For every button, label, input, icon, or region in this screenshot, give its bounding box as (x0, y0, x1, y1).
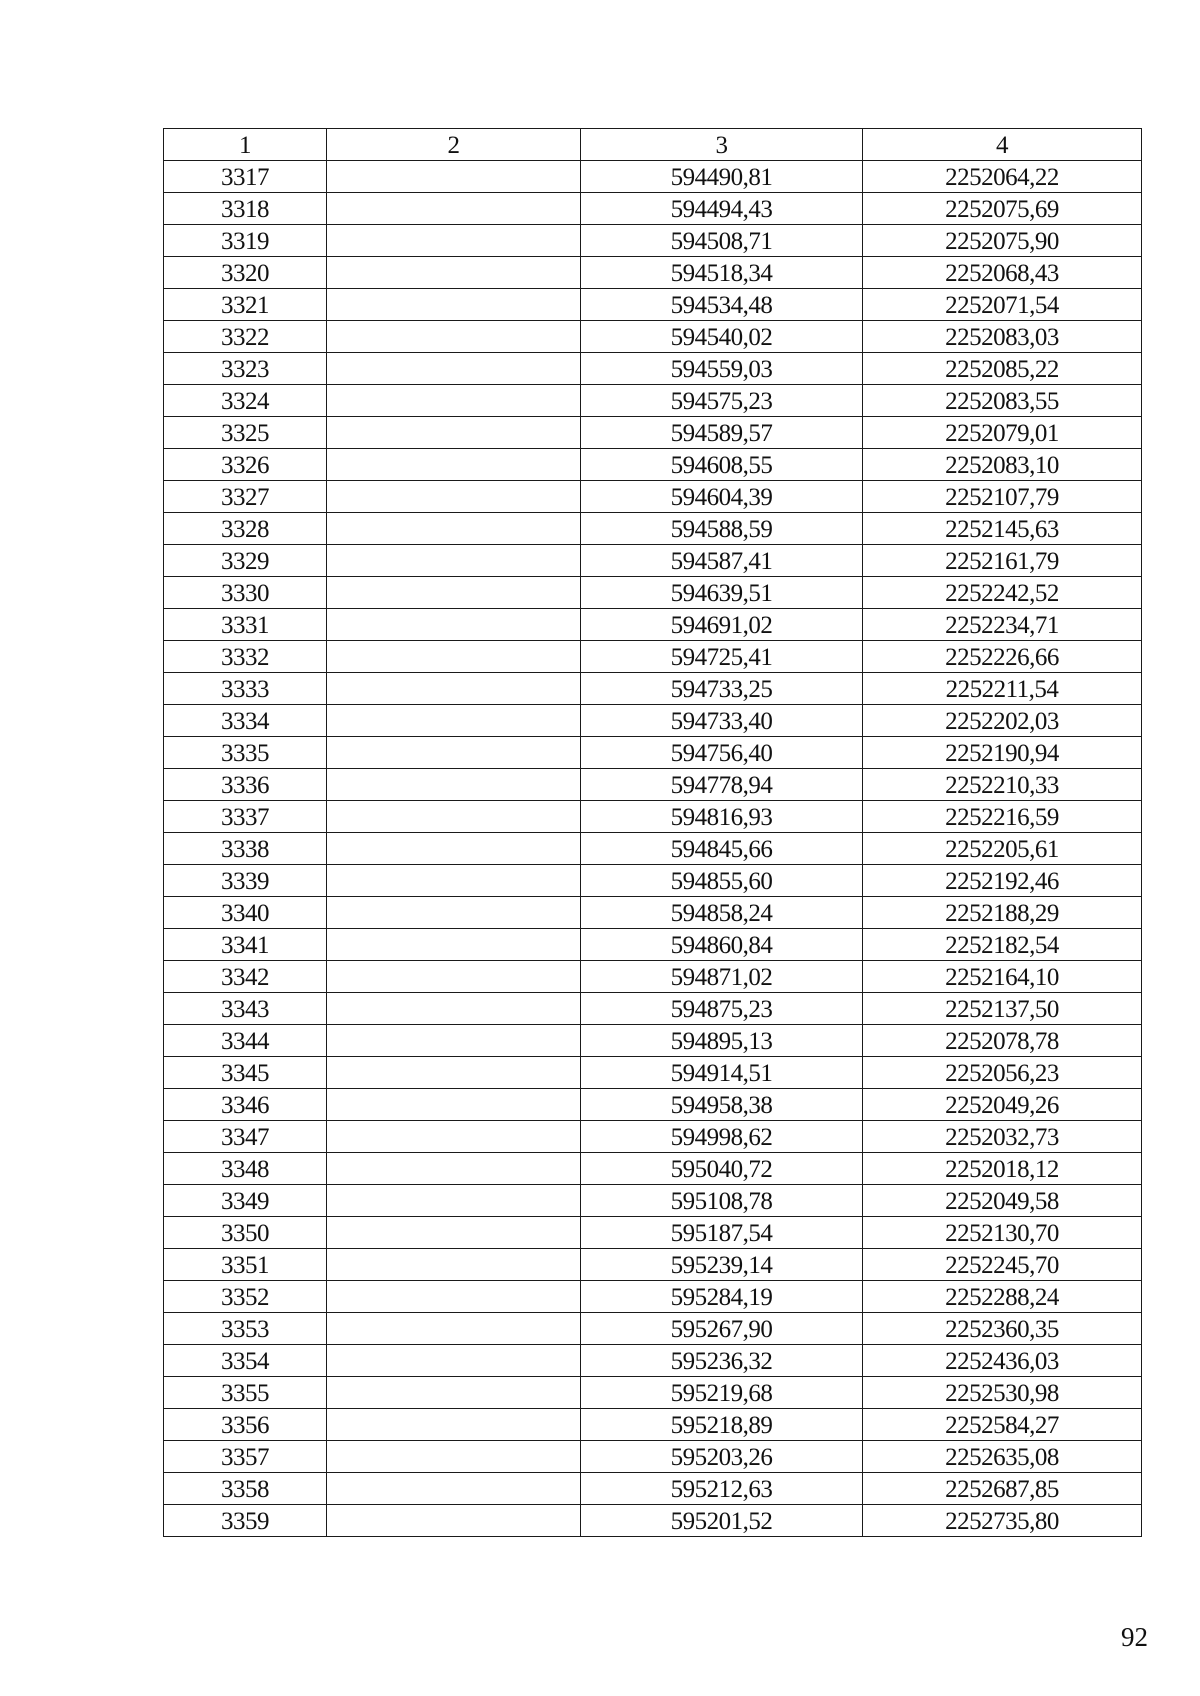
table-cell-col3: 595040,72 (581, 1153, 863, 1185)
table-cell-col2 (327, 225, 581, 257)
table-row (164, 481, 1142, 513)
table-cell-col2 (327, 769, 581, 801)
table-cell-col1: 3334 (164, 705, 327, 737)
table-cell-col2 (327, 993, 581, 1025)
table-cell-col1: 3340 (164, 897, 327, 929)
table-cell-col3: 595218,89 (581, 1409, 863, 1441)
table-row (164, 449, 1142, 481)
table-row (164, 321, 1142, 353)
table-cell-col3: 595203,26 (581, 1441, 863, 1473)
table-row (164, 833, 1142, 865)
table-row (164, 801, 1142, 833)
table-cell-col2 (327, 385, 581, 417)
table-cell-col2 (327, 641, 581, 673)
table-cell-col3: 594589,57 (581, 417, 863, 449)
table-cell-col2 (327, 289, 581, 321)
table-row (164, 993, 1142, 1025)
table-cell-col1: 3327 (164, 481, 327, 513)
table-cell-col1: 3333 (164, 673, 327, 705)
table-cell-col2 (327, 1505, 581, 1537)
table-cell-col1: 3317 (164, 161, 327, 193)
table-cell-col4: 2252018,12 (863, 1153, 1142, 1185)
table-cell-col1: 3329 (164, 545, 327, 577)
table-cell-col4: 2252161,79 (863, 545, 1142, 577)
table-cell-col4: 2252192,46 (863, 865, 1142, 897)
table-row (164, 353, 1142, 385)
table-row (164, 897, 1142, 929)
table-cell-col1: 3343 (164, 993, 327, 1025)
table-cell-col4: 2252075,90 (863, 225, 1142, 257)
table-cell-col1: 3331 (164, 609, 327, 641)
table-cell-col2 (327, 449, 581, 481)
table-row (164, 865, 1142, 897)
table-cell-col4: 2252071,54 (863, 289, 1142, 321)
table-cell-col1: 3346 (164, 1089, 327, 1121)
table-cell-col3: 594494,43 (581, 193, 863, 225)
table-cell-col3: 595239,14 (581, 1249, 863, 1281)
table-cell-col4: 2252085,22 (863, 353, 1142, 385)
table-cell-col2 (327, 1377, 581, 1409)
table-cell-col2 (327, 481, 581, 513)
table-cell-col1: 3357 (164, 1441, 327, 1473)
table-cell-col4: 2252182,54 (863, 929, 1142, 961)
table-cell-col4: 2252083,55 (863, 385, 1142, 417)
table-cell-col2 (327, 417, 581, 449)
table-cell-col2 (327, 1025, 581, 1057)
table-cell-col2 (327, 1057, 581, 1089)
table-cell-col2 (327, 1281, 581, 1313)
table-cell-col3: 594691,02 (581, 609, 863, 641)
table-cell-col3: 595284,19 (581, 1281, 863, 1313)
table-cell-col1: 3326 (164, 449, 327, 481)
table-cell-col3: 594845,66 (581, 833, 863, 865)
table-header (164, 129, 1142, 161)
table-cell-col4: 2252145,63 (863, 513, 1142, 545)
table-cell-col4: 2252234,71 (863, 609, 1142, 641)
table-cell-col4: 2252164,10 (863, 961, 1142, 993)
table-cell-col4: 2252205,61 (863, 833, 1142, 865)
table-cell-col1: 3337 (164, 801, 327, 833)
table-row (164, 609, 1142, 641)
table-row (164, 1249, 1142, 1281)
table-cell-col4: 2252064,22 (863, 161, 1142, 193)
table-cell-col1: 3355 (164, 1377, 327, 1409)
header-cell-3: 3 (581, 129, 863, 161)
table-cell-col3: 595236,32 (581, 1345, 863, 1377)
table-cell-col3: 594587,41 (581, 545, 863, 577)
table-cell-col3: 595108,78 (581, 1185, 863, 1217)
table-cell-col2 (327, 193, 581, 225)
table-cell-col2 (327, 1185, 581, 1217)
table-cell-col3: 594575,23 (581, 385, 863, 417)
table-cell-col2 (327, 673, 581, 705)
header-row (164, 129, 1142, 161)
table-row (164, 737, 1142, 769)
table-row (164, 929, 1142, 961)
table-cell-col2 (327, 737, 581, 769)
table-row (164, 673, 1142, 705)
table-row (164, 1025, 1142, 1057)
table-cell-col4: 2252210,33 (863, 769, 1142, 801)
table-cell-col2 (327, 961, 581, 993)
table-cell-col3: 594733,25 (581, 673, 863, 705)
table-cell-col1: 3328 (164, 513, 327, 545)
table-cell-col1: 3354 (164, 1345, 327, 1377)
table-cell-col1: 3345 (164, 1057, 327, 1089)
table-row (164, 961, 1142, 993)
table-cell-col1: 3323 (164, 353, 327, 385)
table-cell-col4: 2252635,08 (863, 1441, 1142, 1473)
table-row (164, 289, 1142, 321)
table-row (164, 1505, 1142, 1537)
table-cell-col2 (327, 929, 581, 961)
table-cell-col4: 2252083,03 (863, 321, 1142, 353)
table-cell-col4: 2252288,24 (863, 1281, 1142, 1313)
table-cell-col2 (327, 865, 581, 897)
table-cell-col2 (327, 321, 581, 353)
header-cell-2: 2 (327, 129, 581, 161)
table-cell-col3: 594895,13 (581, 1025, 863, 1057)
table-cell-col1: 3322 (164, 321, 327, 353)
table-cell-col4: 2252137,50 (863, 993, 1142, 1025)
table-row (164, 193, 1142, 225)
table-cell-col2 (327, 1473, 581, 1505)
table-cell-col1: 3356 (164, 1409, 327, 1441)
table-cell-col3: 595212,63 (581, 1473, 863, 1505)
table-cell-col3: 594608,55 (581, 449, 863, 481)
table-cell-col2 (327, 1089, 581, 1121)
table-cell-col4: 2252049,58 (863, 1185, 1142, 1217)
table-row (164, 1409, 1142, 1441)
table-row (164, 641, 1142, 673)
table-cell-col1: 3338 (164, 833, 327, 865)
table-cell-col3: 594639,51 (581, 577, 863, 609)
table-cell-col1: 3339 (164, 865, 327, 897)
table-cell-col4: 2252436,03 (863, 1345, 1142, 1377)
table-cell-col1: 3342 (164, 961, 327, 993)
table-cell-col1: 3330 (164, 577, 327, 609)
header-cell-4: 4 (863, 129, 1142, 161)
table-cell-col2 (327, 577, 581, 609)
table-cell-col4: 2252226,66 (863, 641, 1142, 673)
table-cell-col3: 594998,62 (581, 1121, 863, 1153)
table-cell-col2 (327, 1217, 581, 1249)
table-row (164, 1377, 1142, 1409)
table-cell-col3: 594534,48 (581, 289, 863, 321)
table-row (164, 1313, 1142, 1345)
table-cell-col2 (327, 1121, 581, 1153)
table-row (164, 417, 1142, 449)
table-cell-col2 (327, 1249, 581, 1281)
table-cell-col4: 2252584,27 (863, 1409, 1142, 1441)
table-row (164, 1121, 1142, 1153)
table-cell-col3: 594855,60 (581, 865, 863, 897)
table-cell-col4: 2252245,70 (863, 1249, 1142, 1281)
table-row (164, 1281, 1142, 1313)
header-cell-1: 1 (164, 129, 327, 161)
table-row (164, 513, 1142, 545)
table-cell-col4: 2252130,70 (863, 1217, 1142, 1249)
table-row (164, 1473, 1142, 1505)
table-cell-col1: 3358 (164, 1473, 327, 1505)
table-cell-col2 (327, 801, 581, 833)
table-cell-col2 (327, 161, 581, 193)
table-cell-col4: 2252075,69 (863, 193, 1142, 225)
table-cell-col4: 2252083,10 (863, 449, 1142, 481)
table-cell-col3: 594816,93 (581, 801, 863, 833)
table-cell-col1: 3344 (164, 1025, 327, 1057)
table-row (164, 225, 1142, 257)
table-cell-col4: 2252211,54 (863, 673, 1142, 705)
table-cell-col1: 3319 (164, 225, 327, 257)
table-cell-col3: 595267,90 (581, 1313, 863, 1345)
table-cell-col3: 594778,94 (581, 769, 863, 801)
table-cell-col2 (327, 257, 581, 289)
table-cell-col1: 3347 (164, 1121, 327, 1153)
table-cell-col1: 3336 (164, 769, 327, 801)
table-cell-col1: 3320 (164, 257, 327, 289)
table-cell-col3: 595219,68 (581, 1377, 863, 1409)
table-row (164, 1441, 1142, 1473)
table-cell-col1: 3351 (164, 1249, 327, 1281)
table-cell-col2 (327, 705, 581, 737)
table-cell-col4: 2252068,43 (863, 257, 1142, 289)
table-cell-col2 (327, 609, 581, 641)
page-number: 92 (1121, 1622, 1148, 1652)
table-cell-col2 (327, 1345, 581, 1377)
table-cell-col1: 3352 (164, 1281, 327, 1313)
table-cell-col4: 2252056,23 (863, 1057, 1142, 1089)
table-cell-col1: 3348 (164, 1153, 327, 1185)
table-cell-col4: 2252078,78 (863, 1025, 1142, 1057)
coordinates-table (163, 128, 1142, 1537)
table-cell-col3: 594914,51 (581, 1057, 863, 1089)
table-cell-col3: 594860,84 (581, 929, 863, 961)
table-cell-col4: 2252107,79 (863, 481, 1142, 513)
table-cell-col3: 594958,38 (581, 1089, 863, 1121)
table-cell-col4: 2252032,73 (863, 1121, 1142, 1153)
table-cell-col4: 2252049,26 (863, 1089, 1142, 1121)
table-row (164, 1345, 1142, 1377)
table-cell-col1: 3324 (164, 385, 327, 417)
table-cell-col4: 2252216,59 (863, 801, 1142, 833)
table-row (164, 577, 1142, 609)
table-cell-col3: 594756,40 (581, 737, 863, 769)
table-cell-col1: 3359 (164, 1505, 327, 1537)
table-row (164, 1185, 1142, 1217)
table-cell-col2 (327, 1153, 581, 1185)
table-cell-col1: 3325 (164, 417, 327, 449)
table-cell-col4: 2252188,29 (863, 897, 1142, 929)
table-cell-col3: 594733,40 (581, 705, 863, 737)
table-cell-col4: 2252190,94 (863, 737, 1142, 769)
table-row (164, 1089, 1142, 1121)
table-cell-col4: 2252735,80 (863, 1505, 1142, 1537)
table-cell-col3: 594604,39 (581, 481, 863, 513)
table-row (164, 705, 1142, 737)
table-cell-col2 (327, 353, 581, 385)
table-row (164, 1153, 1142, 1185)
table-row (164, 385, 1142, 417)
table-row (164, 257, 1142, 289)
table-cell-col1: 3318 (164, 193, 327, 225)
table-cell-col2 (327, 1313, 581, 1345)
table-cell-col3: 595201,52 (581, 1505, 863, 1537)
table-row (164, 161, 1142, 193)
table-cell-col3: 594725,41 (581, 641, 863, 673)
table-cell-col2 (327, 513, 581, 545)
table-row (164, 1057, 1142, 1089)
table-cell-col3: 594508,71 (581, 225, 863, 257)
table-cell-col1: 3350 (164, 1217, 327, 1249)
table-cell-col3: 594559,03 (581, 353, 863, 385)
table-cell-col3: 594875,23 (581, 993, 863, 1025)
table-row (164, 769, 1142, 801)
table-cell-col1: 3349 (164, 1185, 327, 1217)
table-cell-col3: 594588,59 (581, 513, 863, 545)
table-cell-col1: 3335 (164, 737, 327, 769)
table-cell-col2 (327, 545, 581, 577)
table-cell-col3: 594871,02 (581, 961, 863, 993)
table-cell-col4: 2252530,98 (863, 1377, 1142, 1409)
table-body (164, 161, 1142, 1537)
table-cell-col3: 594858,24 (581, 897, 863, 929)
table-cell-col1: 3332 (164, 641, 327, 673)
table-cell-col2 (327, 897, 581, 929)
table-cell-col1: 3341 (164, 929, 327, 961)
table-row (164, 545, 1142, 577)
table-cell-col2 (327, 833, 581, 865)
table-cell-col4: 2252687,85 (863, 1473, 1142, 1505)
table-cell-col2 (327, 1409, 581, 1441)
table-cell-col3: 595187,54 (581, 1217, 863, 1249)
table-cell-col3: 594490,81 (581, 161, 863, 193)
table-cell-col1: 3353 (164, 1313, 327, 1345)
table-cell-col4: 2252360,35 (863, 1313, 1142, 1345)
table-cell-col3: 594540,02 (581, 321, 863, 353)
table-cell-col1: 3321 (164, 289, 327, 321)
table-row (164, 1217, 1142, 1249)
table-cell-col4: 2252079,01 (863, 417, 1142, 449)
table-cell-col3: 594518,34 (581, 257, 863, 289)
table-cell-col4: 2252242,52 (863, 577, 1142, 609)
table-cell-col4: 2252202,03 (863, 705, 1142, 737)
table-cell-col2 (327, 1441, 581, 1473)
